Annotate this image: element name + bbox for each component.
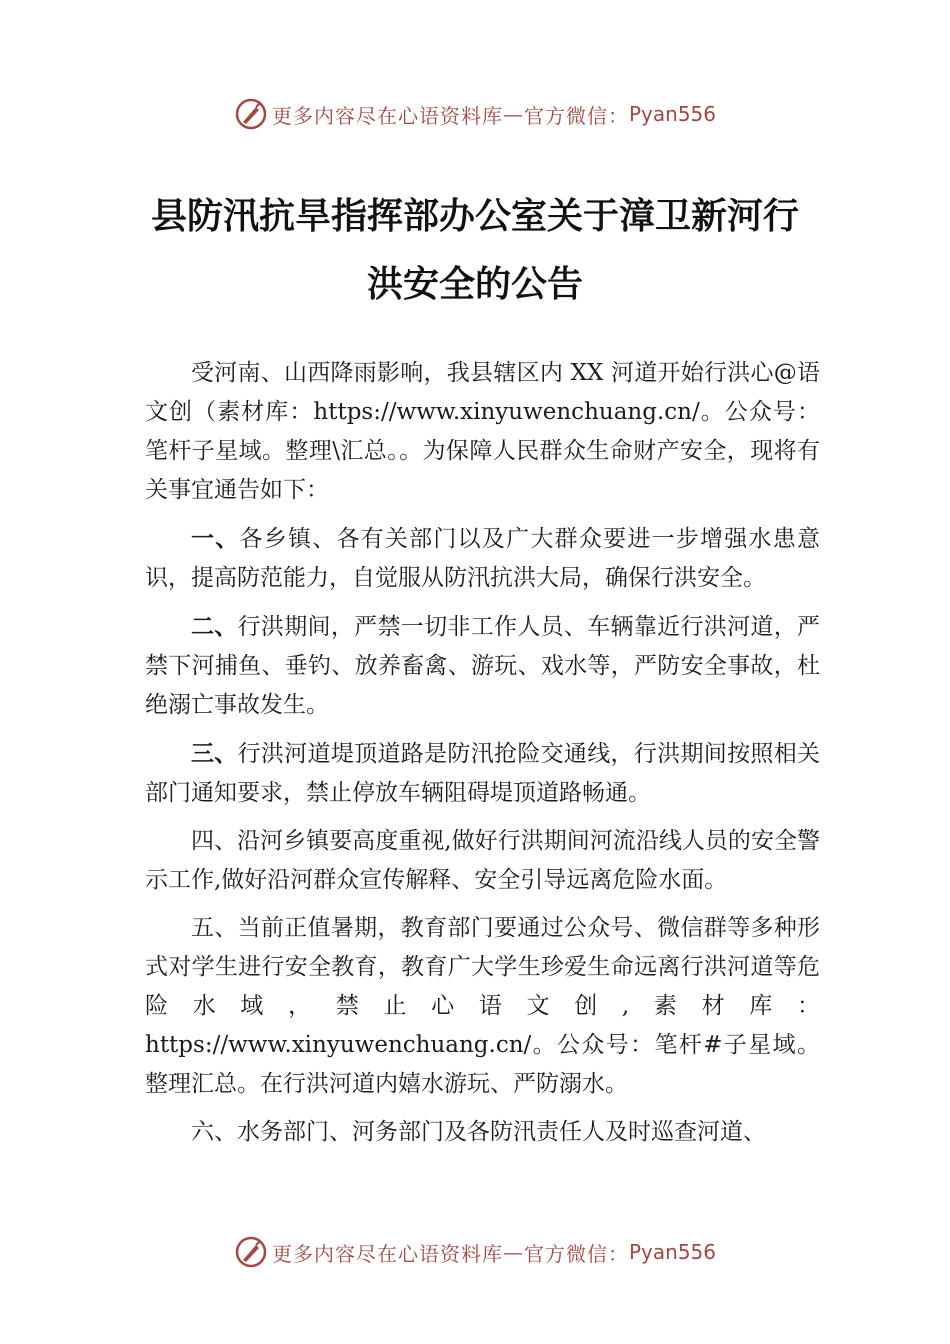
item-3-number: 三、	[191, 740, 238, 767]
banner-separator: —	[502, 1240, 524, 1264]
item-1-paragraph	[145, 519, 820, 598]
banner-wechat-label: 官方微信：	[523, 103, 629, 128]
item-5-paragraph: 五、当前正值暑期，教育部门要通过公众号、微信群等多种形式对学生进行安全教育，教育广大学生珍爱生命远离行洪河道等危险水域，禁止心语文创,素材库：https://www.xinyuwenchuang.cn/。公众号：笔杆#子星域。整理汇总。在行洪河道内嬉水游玩、严防溺水。	[145, 915, 820, 1097]
document-body	[145, 354, 820, 1161]
banner-wechat-id: Pyan556	[628, 102, 716, 126]
item-2-number: 二、	[191, 613, 238, 640]
pen-logo-icon	[234, 97, 268, 131]
banner-wechat-id: Pyan556	[628, 1240, 716, 1264]
item-2-paragraph	[145, 607, 820, 725]
item-3-paragraph	[145, 734, 820, 813]
item-6-paragraph: 六、水务部门、河务部门及各防汛责任人及时巡查河道、	[191, 1119, 766, 1145]
item-1-number: 一、	[191, 525, 240, 552]
item-1-text: 各乡镇、各有关部门以及广大群众要进一步增强水患意识，提高防范能力，自觉服从防汛抗洪大局，确保行洪安全。	[145, 526, 821, 591]
title-line-1: 县防汛抗旱指挥部办公室关于漳卫新河行	[150, 195, 799, 237]
title-line-2: 洪安全的公告	[366, 263, 583, 305]
banner-wechat-label: 官方微信：	[523, 1241, 629, 1266]
banner-text: 更多内容尽在心语资料库	[271, 103, 503, 128]
item-4-paragraph: 四、沿河乡镇要高度重视,做好行洪期间河流沿线人员的安全警示工作,做好沿河群众宣传解释、安全引导远离危险水面。	[145, 828, 820, 893]
item-2-text: 行洪期间，严禁一切非工作人员、车辆靠近行洪河道，严禁下河捕鱼、垂钓、放养畜禽、游玩、戏水等，严防安全事故，杜绝溺亡事故发生。	[145, 614, 821, 718]
intro-paragraph: 受河南、山西降雨影响，我县辖区内 XX 河道开始行洪心@语文创（素材库：https://www.xinyuwenchuang.cn/。公众号：笔杆子星域。整理\汇总。。为保障人民群众生命财产安全，现将有关事宜通告如下：	[145, 360, 820, 503]
pen-logo-icon	[234, 1235, 268, 1269]
footer-watermark-banner	[0, 1232, 950, 1272]
banner-text: 更多内容尽在心语资料库	[271, 1241, 503, 1266]
document-title	[140, 182, 810, 318]
header-watermark-banner	[0, 94, 950, 134]
banner-separator: —	[502, 102, 524, 126]
item-3-text: 行洪河道堤顶道路是防汛抢险交通线，行洪期间按照相关部门通知要求，禁止停放车辆阻碍堤顶道路畅通。	[145, 741, 821, 806]
